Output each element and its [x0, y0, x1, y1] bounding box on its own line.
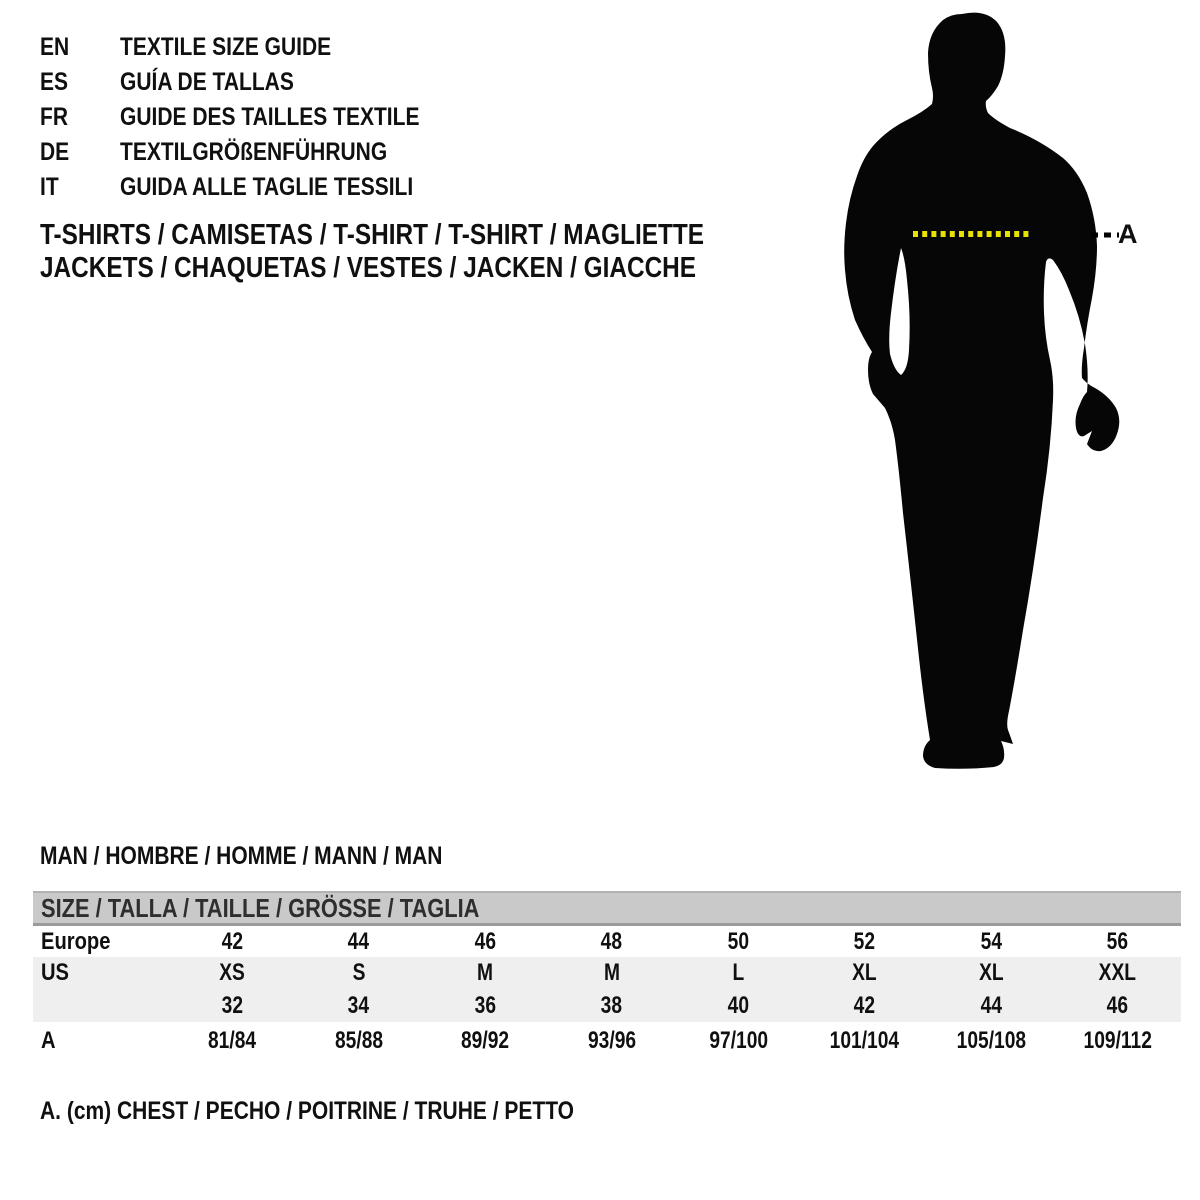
size-cell: M — [603, 959, 620, 986]
size-cell: 89/92 — [461, 1026, 510, 1054]
table-row-numeric — [33, 989, 1181, 1022]
section-title-text: MAN / HOMBRE / HOMME / MANN / MAN — [40, 842, 443, 870]
size-table — [33, 891, 1181, 1059]
size-cell: 42 — [221, 927, 243, 955]
language-title: GUIDA ALLE TAGLIE TESSILI — [120, 173, 414, 201]
measurement-label-a: A — [1118, 219, 1138, 249]
language-title: TEXTILGRÖßENFÜHRUNG — [120, 138, 388, 166]
size-cell: 36 — [474, 991, 496, 1019]
size-cell: 32 — [221, 991, 243, 1019]
size-cell: M — [477, 959, 494, 986]
language-code: DE — [40, 138, 70, 166]
language-title: GUIDE DES TAILLES TEXTILE — [120, 103, 420, 131]
size-cell: 46 — [474, 927, 496, 955]
language-row-en — [40, 30, 477, 65]
size-cell: 109/112 — [1083, 1026, 1152, 1054]
language-row-es — [40, 65, 477, 100]
row-label: A — [41, 1026, 56, 1054]
language-guide-list — [40, 30, 477, 205]
category-line-jackets: JACKETS / CHAQUETAS / VESTES / JACKEN / GIACCHE — [40, 252, 697, 284]
size-cell: 56 — [1107, 927, 1129, 955]
size-cell: 44 — [980, 991, 1002, 1019]
language-row-de — [40, 135, 477, 170]
language-row-fr — [40, 100, 477, 135]
size-cell: 46 — [1107, 991, 1129, 1019]
size-cell: XL — [852, 959, 878, 986]
language-code: EN — [40, 33, 70, 61]
table-row-chest-cm — [33, 1022, 1181, 1059]
size-cell: 85/88 — [334, 1026, 383, 1054]
size-table-header-text: SIZE / TALLA / TAILLE / GRÖSSE / TAGLIA — [41, 893, 480, 923]
language-code: ES — [40, 68, 69, 96]
size-cell: XL — [978, 959, 1004, 986]
size-cell: S — [352, 959, 366, 986]
man-silhouette-figure — [835, 8, 1155, 798]
category-titles — [40, 219, 831, 285]
language-title: GUÍA DE TALLAS — [120, 68, 294, 96]
man-silhouette — [835, 8, 1155, 798]
size-cell: L — [732, 959, 745, 986]
row-label: US — [41, 959, 70, 986]
language-code: FR — [40, 103, 68, 131]
size-cell: 93/96 — [587, 1026, 636, 1054]
size-cell: 54 — [980, 927, 1002, 955]
size-cell: 38 — [601, 991, 623, 1019]
size-cell: XS — [219, 959, 246, 986]
size-cell: 48 — [601, 927, 623, 955]
language-title: TEXTILE SIZE GUIDE — [120, 33, 332, 61]
section-title-man — [40, 843, 519, 869]
table-row-us — [33, 957, 1181, 989]
measurement-footnote-text: A. (cm) CHEST / PECHO / POITRINE / TRUHE / PETTO — [40, 1097, 575, 1125]
table-row-europe — [33, 926, 1181, 957]
size-cell: 105/108 — [956, 1026, 1026, 1054]
size-cell: 101/104 — [830, 1026, 900, 1054]
size-cell: 44 — [348, 927, 370, 955]
silhouette-body — [844, 13, 1119, 769]
size-cell: 52 — [854, 927, 876, 955]
size-cell: XXL — [1099, 959, 1137, 986]
category-line-tshirts: T-SHIRTS / CAMISETAS / T-SHIRT / T-SHIRT / MAGLIETTE — [40, 219, 705, 251]
language-row-it — [40, 170, 477, 205]
language-code: IT — [40, 173, 59, 201]
size-cell: 50 — [727, 927, 749, 955]
size-cell: 81/84 — [208, 1026, 257, 1054]
size-cell: 34 — [348, 991, 370, 1019]
size-cell: 42 — [854, 991, 876, 1019]
size-table-header — [33, 891, 1181, 926]
measurement-footnote — [40, 1098, 676, 1124]
size-cell: 97/100 — [708, 1026, 768, 1054]
row-label: Europe — [41, 927, 111, 955]
size-cell: 40 — [727, 991, 749, 1019]
